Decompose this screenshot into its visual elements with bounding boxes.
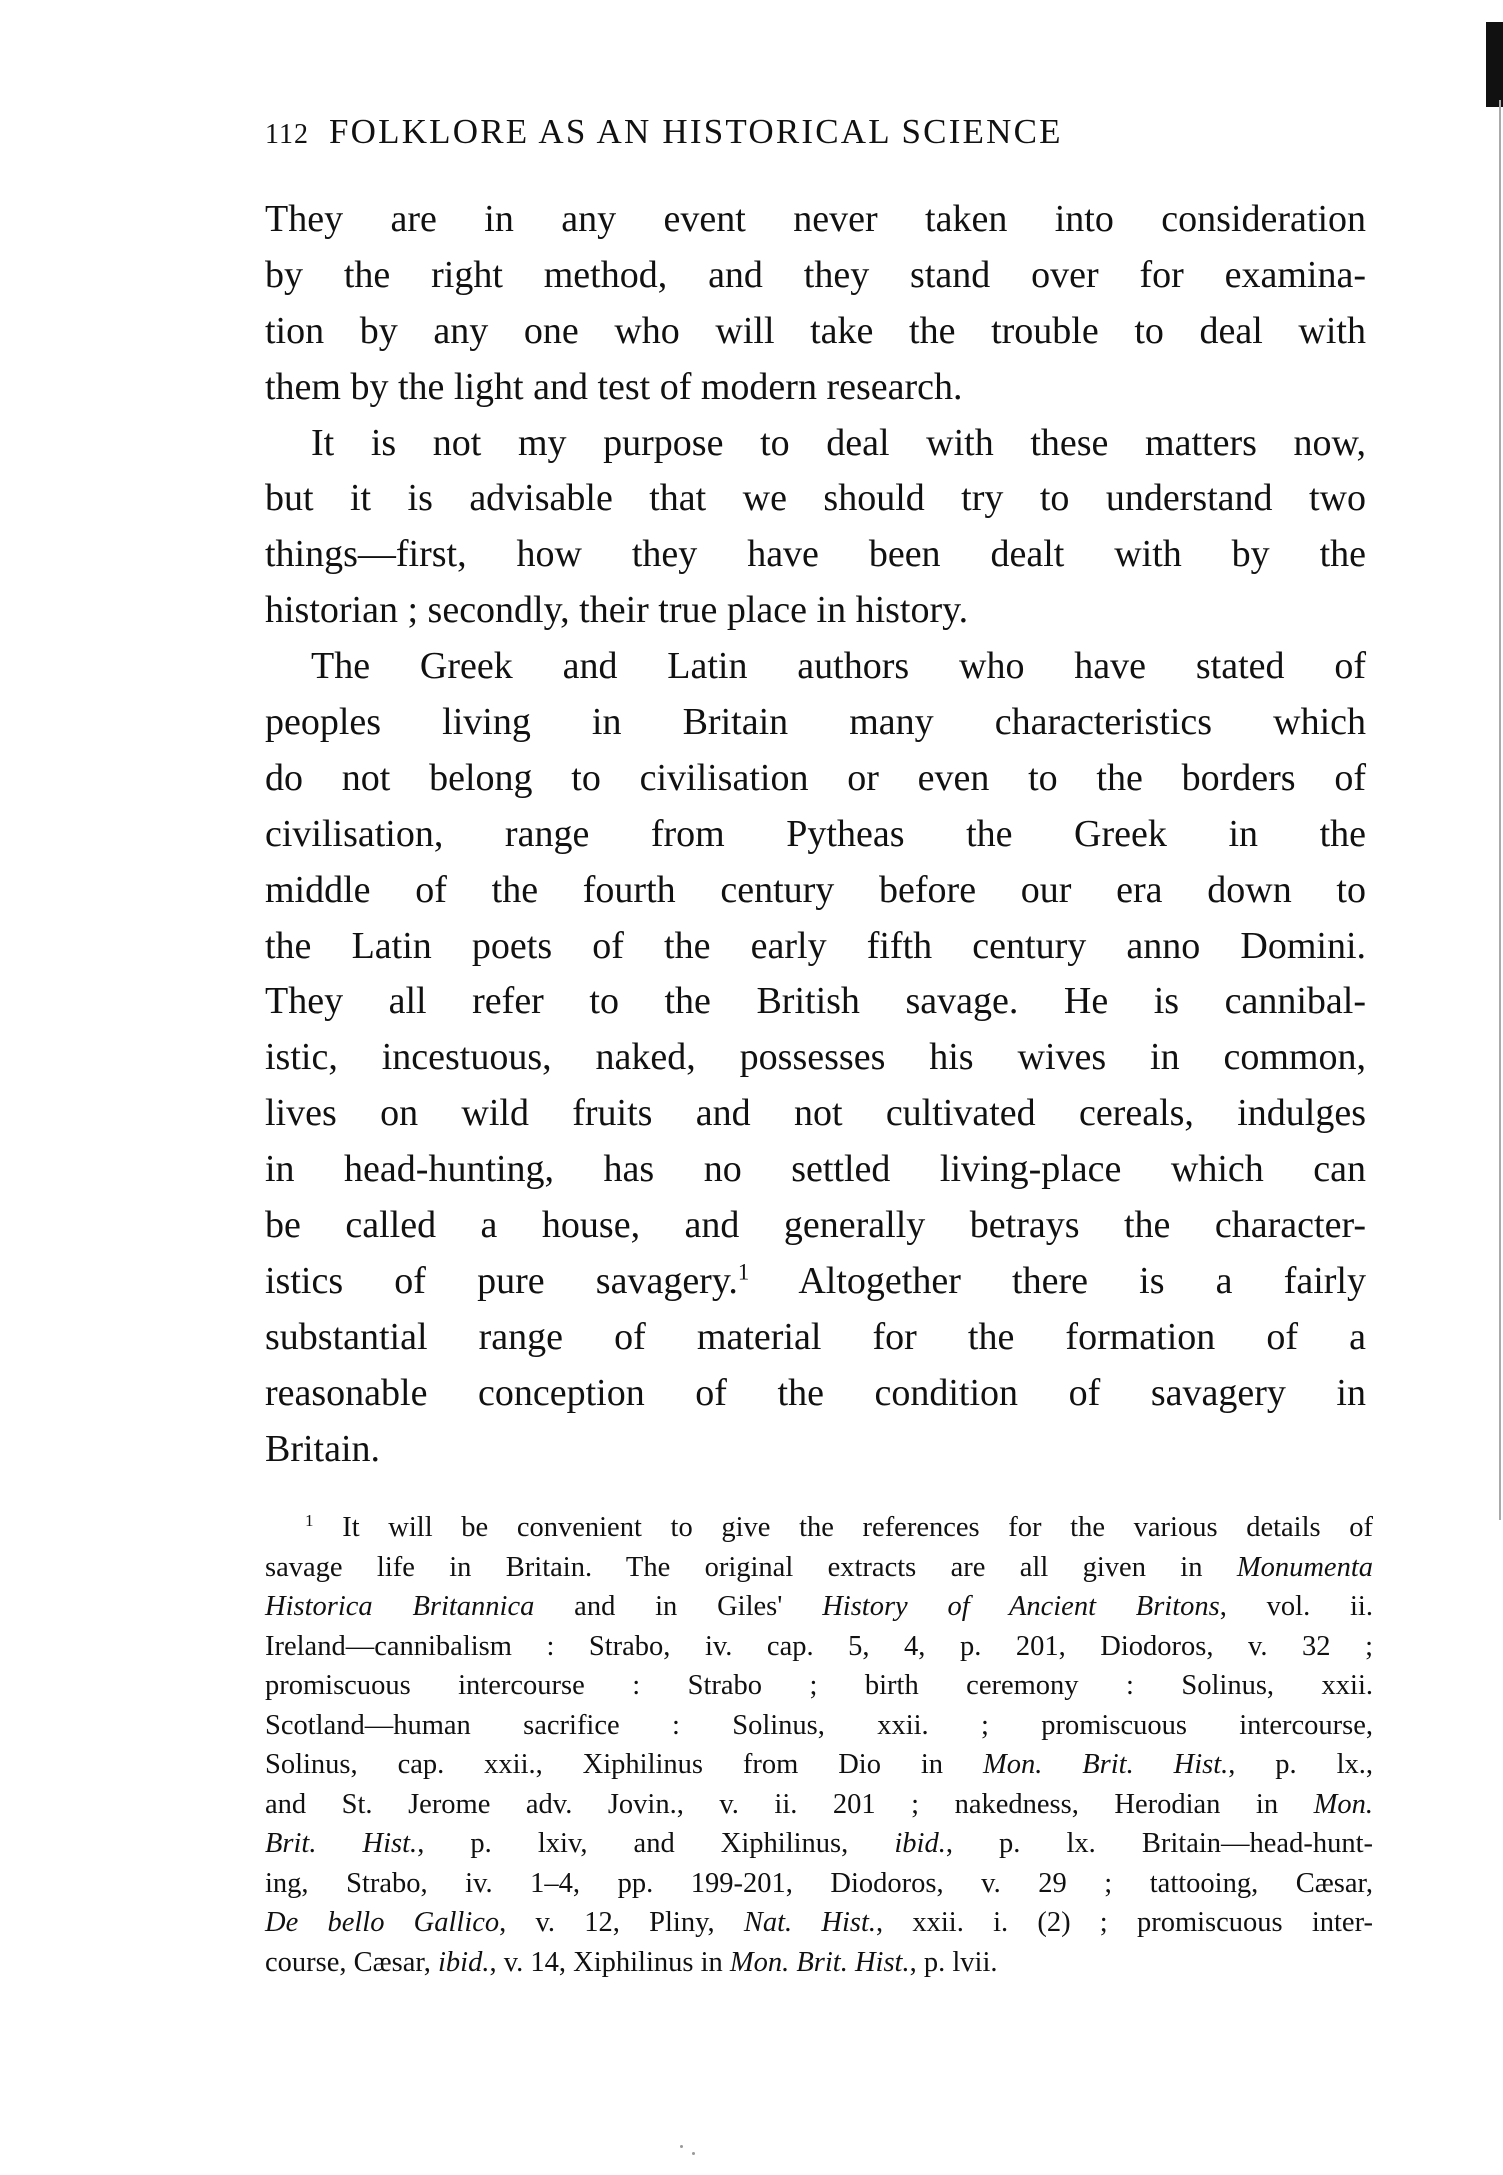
footnote	[265, 1508, 1373, 1982]
text-line	[265, 527, 1366, 583]
text-segment: They all refer to the British savage. He is cannibal-	[265, 980, 1366, 1023]
footnote-line	[265, 1943, 1373, 1983]
text-line	[265, 471, 1366, 527]
text-line	[265, 1422, 1366, 1478]
text-segment: in head-hunting, has no settled living-place which can	[265, 1148, 1366, 1191]
text-line	[265, 416, 1366, 472]
text-segment: promiscuous intercourse : Strabo ; birth ceremony : Solinus, xxii.	[265, 1670, 1373, 1701]
footnote-line	[265, 1548, 1373, 1588]
text-segment: things—first, how they have been dealt with by the	[265, 533, 1366, 576]
italic-text: ibid.	[438, 1946, 490, 1978]
text-segment: , v. 12, Pliny,	[499, 1907, 744, 1938]
text-line	[265, 1030, 1366, 1086]
italic-text: History of Ancient Britons	[822, 1591, 1220, 1622]
italic-text: Mon. Brit. Hist.	[982, 1749, 1229, 1780]
scan-speck	[680, 2145, 683, 2148]
text-segment: historian ; secondly, their true place in history.	[265, 589, 969, 632]
footnote-line	[265, 1824, 1373, 1864]
text-line	[265, 248, 1366, 304]
text-segment: istic, incestuous, naked, possesses his wives in common,	[265, 1036, 1366, 1079]
text-segment: Scotland—human sacrifice : Solinus, xxii. ; promiscuous intercourse,	[265, 1709, 1373, 1741]
page-edge-line	[1499, 100, 1501, 1520]
text-segment: and in Giles'	[534, 1591, 823, 1622]
text-line	[265, 863, 1366, 919]
footnote-line	[265, 1587, 1373, 1627]
text-segment: , p. lxiv, and Xiphilinus,	[417, 1828, 895, 1859]
running-title: FOLKLORE AS AN HISTORICAL SCIENCE	[328, 112, 1063, 151]
text-segment: ing, Strabo, iv. 1–4, pp. 199-201, Diodoros, v. 29 ; tattooing, Cæsar,	[265, 1867, 1373, 1899]
text-segment: The Greek and Latin authors who have stated of	[311, 645, 1366, 688]
text-segment: Britain.	[265, 1427, 381, 1470]
text-line	[265, 192, 1366, 248]
text-segment: and St. Jerome adv. Jovin., v. ii. 201 ; nakedness, Herodian in	[265, 1788, 1314, 1820]
text-segment: do not belong to civilisation or even to the borders of	[265, 756, 1366, 799]
text-line	[265, 639, 1366, 695]
text-segment: , v. 14, Xiphilinus in	[489, 1946, 730, 1978]
text-segment: , vol. ii.	[1219, 1591, 1373, 1622]
scan-speck	[692, 2152, 695, 2155]
text-segment: lives on wild fruits and not cultivated cereals, indulges	[265, 1092, 1366, 1135]
text-segment: , p. lx.,	[1228, 1749, 1374, 1780]
italic-text: Mon. Brit. Hist.	[729, 1946, 910, 1978]
running-header	[265, 112, 1286, 160]
footnote-line	[265, 1903, 1373, 1943]
text-segment: , p. lvii.	[909, 1946, 998, 1978]
text-line	[265, 695, 1366, 751]
italic-text: De bello Gallico	[265, 1907, 500, 1938]
italic-text: Mon.	[1313, 1788, 1373, 1820]
text-line	[265, 1198, 1366, 1254]
text-segment: middle of the fourth century before our era down to	[265, 868, 1366, 911]
italic-text: Nat. Hist.	[743, 1907, 877, 1938]
text-segment: Altogether there is a fairly	[749, 1259, 1366, 1302]
page-edge-shadow	[1486, 22, 1503, 107]
text-segment: It is not my purpose to deal with these matters now,	[311, 421, 1366, 464]
footnote-line	[265, 1864, 1373, 1904]
text-line	[265, 1366, 1366, 1422]
text-segment: but it is advisable that we should try to understand two	[265, 477, 1366, 520]
text-line	[265, 360, 1366, 416]
text-line	[265, 304, 1366, 360]
footnote-line	[265, 1627, 1373, 1667]
footnote-marker: 1	[737, 1259, 750, 1285]
text-segment: reasonable conception of the condition of savagery in	[265, 1371, 1366, 1414]
text-segment: by the right method, and they stand over for examina-	[265, 253, 1366, 296]
footnote-marker: 1	[305, 1510, 314, 1530]
text-line	[265, 583, 1366, 639]
text-segment: tion by any one who will take the trouble to deal with	[265, 309, 1366, 352]
italic-text: Brit. Hist.	[265, 1828, 418, 1859]
text-line	[265, 1310, 1366, 1366]
footnote-line	[265, 1745, 1373, 1785]
text-line	[265, 807, 1366, 863]
body-text	[265, 192, 1366, 1477]
text-segment: course, Cæsar,	[265, 1946, 438, 1978]
footnote-line	[265, 1666, 1373, 1706]
text-segment: the Latin poets of the early fifth century anno Domini.	[265, 924, 1366, 967]
text-line	[265, 751, 1366, 807]
text-segment: peoples living in Britain many characteristics which	[265, 701, 1366, 744]
text-segment: substantial range of material for the formation of a	[265, 1315, 1366, 1358]
italic-text: Monumenta	[1236, 1551, 1373, 1583]
text-segment: , p. lx. Britain—head-hunt-	[945, 1828, 1373, 1859]
italic-text: Historica Britannica	[265, 1591, 535, 1622]
text-line	[265, 1142, 1366, 1198]
text-segment: They are in any event never taken into consideration	[265, 198, 1366, 240]
text-segment: It will be convenient to give the references for the various details of	[313, 1512, 1373, 1543]
text-line	[265, 974, 1366, 1030]
text-line	[265, 919, 1366, 975]
footnote-line	[265, 1508, 1373, 1548]
italic-text: ibid.	[894, 1828, 946, 1859]
footnote-line	[265, 1785, 1373, 1825]
text-line	[265, 1086, 1366, 1142]
footnote-line	[265, 1706, 1373, 1746]
text-segment: savage life in Britain. The original extracts are all given in	[265, 1551, 1237, 1583]
text-segment: Solinus, cap. xxii., Xiphilinus from Dio in	[265, 1749, 983, 1780]
text-segment: istics of pure savagery.	[265, 1259, 738, 1302]
text-segment: , xxii. i. (2) ; promiscuous inter-	[876, 1907, 1373, 1938]
text-line	[265, 1254, 1366, 1310]
text-segment: civilisation, range from Pytheas the Greek in the	[265, 812, 1366, 855]
text-segment: be called a house, and generally betrays the character-	[265, 1204, 1366, 1247]
text-segment: them by the light and test of modern research.	[265, 365, 963, 408]
page-number: 112	[265, 119, 309, 150]
text-segment: Ireland—cannibalism : Strabo, iv. cap. 5, 4, p. 201, Diodoros, v. 32 ;	[265, 1630, 1373, 1662]
